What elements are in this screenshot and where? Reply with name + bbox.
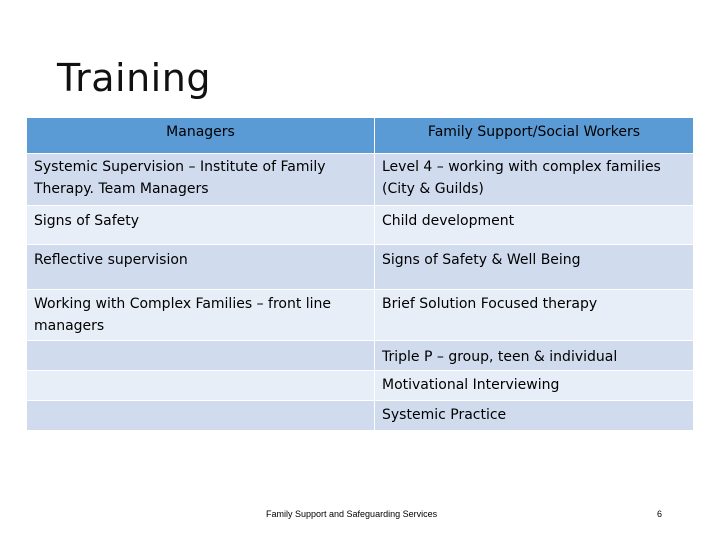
cell-workers: Signs of Safety & Well Being [375,245,694,290]
cell-workers: Motivational Interviewing [375,371,694,401]
cell-workers: Child development [375,206,694,245]
table-row [27,341,694,371]
header-family-support: Family Support/Social Workers [375,118,694,154]
page-number: 6 [657,509,663,519]
cell-managers: Signs of Safety [27,206,375,245]
training-table [26,117,694,431]
cell-workers: Brief Solution Focused therapy [375,290,694,341]
cell-managers [27,401,375,431]
cell-managers: Working with Complex Families – front line managers [27,290,375,341]
cell-managers: Reflective supervision [27,245,375,290]
slide-title: Training [57,56,211,100]
cell-managers [27,371,375,401]
table-row [27,401,694,431]
table-row [27,290,694,341]
cell-workers: Triple P – group, teen & individual [375,341,694,371]
table-row [27,245,694,290]
cell-workers: Systemic Practice [375,401,694,431]
table-row [27,206,694,245]
table-header-row [27,118,694,154]
header-managers: Managers [27,118,375,154]
table-row [27,371,694,401]
cell-workers: Level 4 – working with complex families (City & Guilds) [375,154,694,206]
slide-footer: Family Support and Safeguarding Services [266,509,438,519]
table-row [27,154,694,206]
cell-managers [27,341,375,371]
cell-managers: Systemic Supervision – Institute of Family Therapy. Team Managers [27,154,375,206]
